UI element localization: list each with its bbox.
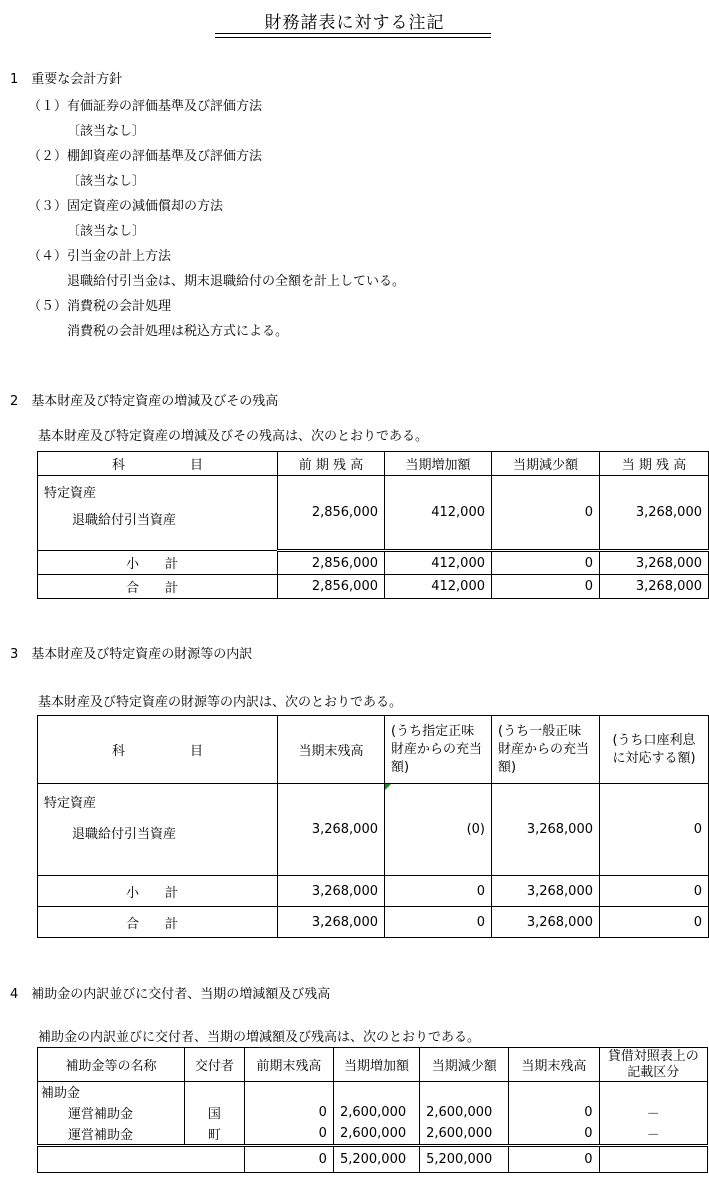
cell-value: 0 (244, 1124, 333, 1146)
table-row (38, 784, 709, 876)
cell-value: 0 (244, 1102, 333, 1124)
table-row (38, 1082, 708, 1102)
header-designated: (うち指定正味財産からの充当額) (385, 716, 492, 784)
table-row (38, 1124, 708, 1146)
total-row (38, 575, 709, 599)
empty-cell (509, 1082, 599, 1102)
page-title: 財務諸表に対する注記 (264, 13, 445, 33)
cell-value: 2,600,000 (333, 1102, 419, 1124)
cell-value: 5,200,000 (333, 1146, 419, 1173)
header-subject: 科 目 (38, 716, 278, 784)
cell-value: 0 (385, 876, 492, 907)
empty-cell (599, 1146, 708, 1173)
table-4 (37, 1047, 708, 1173)
row-name: 退職給付引当資産 (72, 827, 177, 842)
cell-value: 0 (509, 1146, 599, 1173)
policy-3-label: （３）固定資産の減価償却の方法 (28, 199, 224, 214)
cell-value: 3,268,000 (278, 907, 385, 938)
cell-value: 3,268,000 (492, 784, 600, 876)
subtotal-label: 小 計 (38, 551, 278, 575)
cell-value: 412,000 (385, 551, 492, 575)
header-increase: 当期増加額 (333, 1048, 419, 1082)
group-label: 特定資産 (44, 486, 97, 501)
header-grantor: 交付者 (184, 1048, 244, 1082)
cell-value: 3,268,000 (278, 784, 385, 876)
policy-3-text: 〔該当なし〕 (67, 224, 146, 239)
section-4-heading: 4 補助金の内訳並びに交付者、当期の増減額及び残高 (10, 987, 331, 1002)
section-2-heading: 2 基本財産及び特定資産の増減及びその残高 (10, 394, 279, 409)
table-row (38, 476, 709, 551)
table-3 (37, 715, 709, 938)
cell-value: 0 (492, 476, 600, 551)
cell-value: 0 (385, 907, 492, 938)
empty-cell (599, 1082, 708, 1102)
section-4-intro: 補助金の内訳並びに交付者、当期の増減額及び残高は、次のとおりである。 (38, 1030, 481, 1045)
cell-value: 2,600,000 (333, 1124, 419, 1146)
table-row (38, 716, 709, 784)
cell-value: 2,600,000 (420, 1102, 509, 1124)
row-grantor: 町 (184, 1124, 244, 1146)
cell-value: 3,268,000 (600, 476, 709, 551)
cell-value: (0) (466, 822, 485, 837)
empty-cell (184, 1082, 244, 1102)
row-name: 運営補助金 (38, 1124, 185, 1146)
policy-2-label: （２）棚卸資産の評価基準及び評価方法 (28, 149, 263, 164)
cell-value: 0 (492, 575, 600, 599)
section-2-intro: 基本財産及び特定資産の増減及びその残高は、次のとおりである。 (38, 429, 429, 444)
title-underline (215, 33, 491, 38)
empty-cell (38, 1146, 245, 1173)
cell-value: 3,268,000 (492, 907, 600, 938)
table-2 (37, 451, 709, 599)
total-row (38, 907, 709, 938)
row-subject-cell (38, 784, 278, 876)
cell-value: 2,856,000 (278, 551, 385, 575)
row-name: 運営補助金 (38, 1102, 185, 1124)
comment-marker-icon (385, 784, 391, 790)
row-name: 退職給付引当資産 (72, 513, 177, 528)
cell-value: 412,000 (385, 476, 492, 551)
header-prev-balance: 前 期 残 高 (278, 452, 385, 476)
cell-value: 2,856,000 (278, 476, 385, 551)
header-balance: 当期末残高 (509, 1048, 599, 1082)
subtotal-label: 小 計 (38, 876, 278, 907)
policy-1-text: 〔該当なし〕 (67, 124, 146, 139)
table-row (38, 452, 709, 476)
cell-value: 412,000 (385, 575, 492, 599)
total-label: 合 計 (38, 907, 278, 938)
policy-5-label: （５）消費税の会計処理 (28, 299, 172, 314)
cell-value: 0 (509, 1102, 599, 1124)
table-row (38, 1048, 708, 1082)
cell-value: 0 (509, 1124, 599, 1146)
cell-value: 2,856,000 (278, 575, 385, 599)
cell-value: 3,268,000 (600, 575, 709, 599)
policy-2-text: 〔該当なし〕 (67, 174, 146, 189)
header-increase: 当期増加額 (385, 452, 492, 476)
row-category: － (599, 1102, 708, 1124)
cell-value: 0 (600, 907, 709, 938)
header-prev-balance: 前期末残高 (244, 1048, 333, 1082)
cell-value: 5,200,000 (420, 1146, 509, 1173)
subtotal-row (38, 876, 709, 907)
group-label: 特定資産 (44, 796, 97, 811)
row-grantor: 国 (184, 1102, 244, 1124)
empty-cell (333, 1082, 419, 1102)
header-general: (うち一般正味財産からの充当額) (492, 716, 600, 784)
row-subject-cell (38, 476, 278, 551)
empty-cell (244, 1082, 333, 1102)
cell-value-note (385, 784, 492, 876)
cell-value: 0 (600, 876, 709, 907)
cell-value: 0 (600, 784, 709, 876)
policy-4-text: 退職給付引当金は、期末退職給付の全額を計上している。 (67, 274, 406, 289)
cell-value: 3,268,000 (278, 876, 385, 907)
policy-4-label: （４）引当金の計上方法 (28, 249, 172, 264)
header-name: 補助金等の名称 (38, 1048, 185, 1082)
row-category: － (599, 1124, 708, 1146)
header-category: 貸借対照表上の記載区分 (599, 1048, 708, 1082)
header-balance: 当 期 残 高 (600, 452, 709, 476)
total-row (38, 1146, 708, 1173)
cell-value: 0 (492, 551, 600, 575)
subtotal-row (38, 551, 709, 575)
group-label: 補助金 (38, 1082, 185, 1102)
policy-1-label: （１）有価証券の評価基準及び評価方法 (28, 99, 263, 114)
header-decrease: 当期減少額 (420, 1048, 509, 1082)
cell-value: 3,268,000 (600, 551, 709, 575)
policy-5-text: 消費税の会計処理は税込方式による。 (67, 324, 289, 339)
section-3-heading: 3 基本財産及び特定資産の財源等の内訳 (10, 647, 253, 662)
section-1-heading: 1 重要な会計方針 (10, 72, 123, 87)
header-balance: 当期末残高 (278, 716, 385, 784)
total-label: 合 計 (38, 575, 278, 599)
table-row (38, 1102, 708, 1124)
cell-value: 0 (244, 1146, 333, 1173)
header-subject: 科 目 (38, 452, 278, 476)
empty-cell (420, 1082, 509, 1102)
header-decrease: 当期減少額 (492, 452, 600, 476)
header-interest: (うち口座利息に対応する額) (600, 716, 709, 784)
cell-value: 2,600,000 (420, 1124, 509, 1146)
cell-value: 3,268,000 (492, 876, 600, 907)
section-3-intro: 基本財産及び特定資産の財源等の内訳は、次のとおりである。 (38, 695, 403, 710)
